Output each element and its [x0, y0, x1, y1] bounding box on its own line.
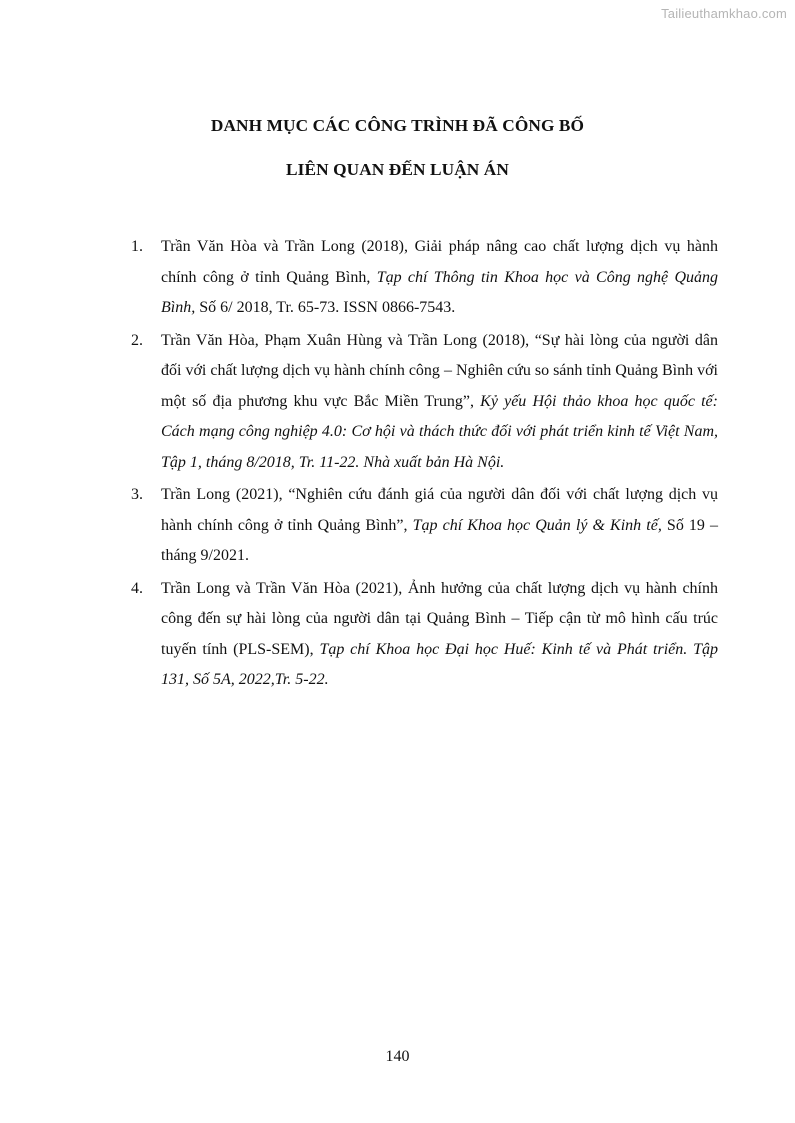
page-number: 140	[385, 1048, 410, 1065]
page-title	[0, 112, 795, 200]
reference-journal: Tạp chí Khoa học Quản lý & Kinh tế,	[412, 516, 662, 534]
reference-journal: Tạp chí Khoa học Đại học Huế: Kinh tế và Phát triển. Tập 131, Số 5A, 2022,Tr. 5-22.	[161, 640, 719, 688]
reference-plain: Trần Long (2021), “Nghiên cứu đánh giá của người dân đối với chất lượng dịch vụ hành chính công ở tỉnh Quảng Bình”,	[161, 486, 718, 534]
title-line-1: DANH MỤC CÁC CÔNG TRÌNH ĐÃ CÔNG BỐ	[210, 116, 585, 135]
reference-text	[161, 326, 718, 479]
reference-journal: Tạp chí Thông tin Khoa học và Công nghệ Quảng Bình,	[161, 268, 718, 316]
reference-text	[161, 480, 718, 572]
reference-text	[161, 574, 718, 696]
reference-text	[161, 232, 718, 324]
reference-plain: Trần Văn Hòa, Phạm Xuân Hùng và Trần Long (2018), “Sự hài lòng của người dân đối với chất lượng dịch vụ hành chính công – Nghiên cứu so sánh tỉnh Quảng Bình với một số địa phương khu vực Bắc Miền Trung”,	[161, 331, 718, 410]
reference-number: 4.	[131, 579, 143, 597]
title-line-2: LIÊN QUAN ĐẾN LUẬN ÁN	[286, 160, 509, 179]
reference-number: 3.	[131, 486, 143, 503]
reference-plain-end: Số 19 – tháng 9/2021.	[161, 516, 719, 564]
reference-item	[131, 480, 718, 572]
reference-plain: Trần Văn Hòa và Trần Long (2018), Giải pháp nâng cao chất lượng dịch vụ hành chính công ở tỉnh Quảng Bình,	[161, 238, 718, 286]
reference-item	[131, 326, 718, 479]
reference-number: 2.	[131, 331, 143, 349]
reference-item	[131, 574, 718, 696]
reference-plain: Trần Long và Trần Văn Hòa (2021), Ảnh hưởng của chất lượng dịch vụ hành chính công đến sự hài lòng của người dân tại Quảng Bình – Tiếp cận từ mô hình cấu trúc tuyến tính (PLS-SEM),	[161, 579, 718, 658]
watermark: Tailieuthamkhao.com	[661, 6, 787, 21]
reference-journal: Kỷ yếu Hội thảo khoa học quốc tế: Cách mạng công nghiệp 4.0: Cơ hội và thách thức đối với phát triển kinh tế Việt Nam, Tập 1, tháng 8/2018, Tr. 11-22. Nhà xuất bản Hà Nội.	[161, 392, 718, 471]
reference-list	[131, 232, 718, 698]
reference-plain-end: Số 6/ 2018, Tr. 65-73. ISSN 0866-7543.	[195, 299, 456, 316]
reference-item	[131, 232, 718, 324]
reference-number: 1.	[131, 238, 143, 255]
